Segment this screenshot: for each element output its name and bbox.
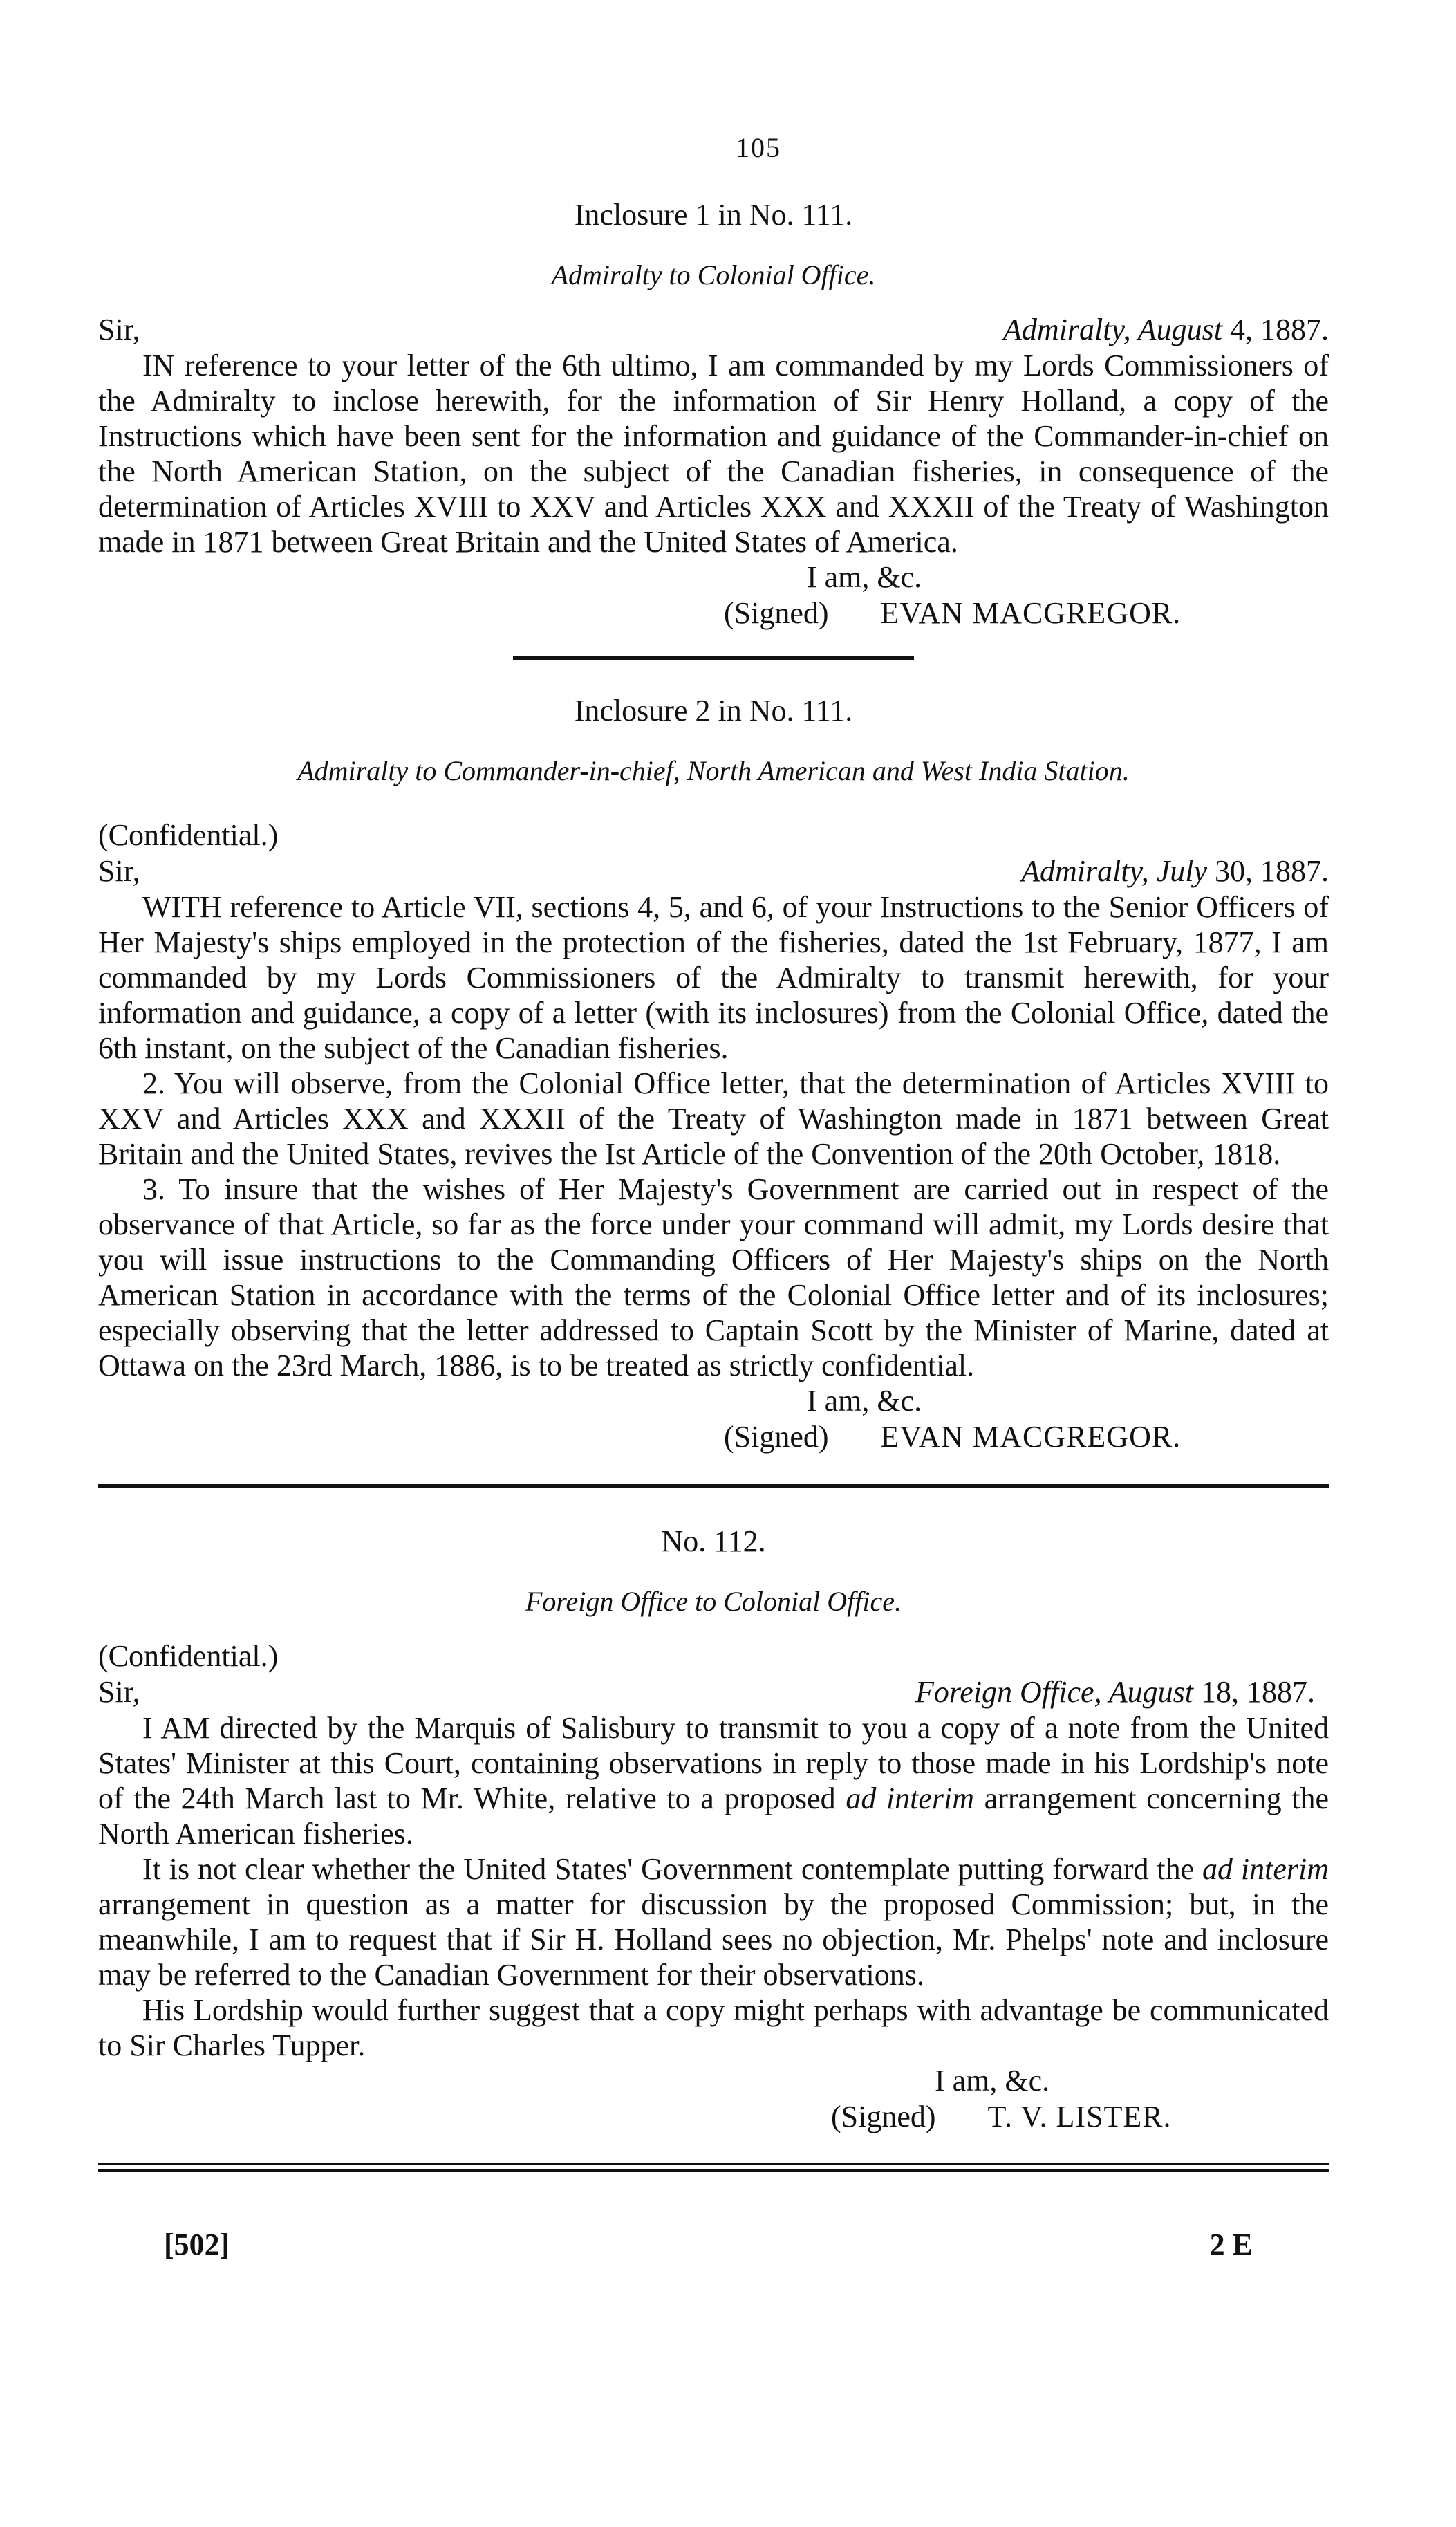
signature-line [98,1419,1329,1455]
confidential-label: (Confidential.) [98,818,279,852]
salutation: Sir, [98,854,140,888]
inclosure-1-subheading: Admiralty to Colonial Office. [551,259,876,290]
inclosure-1 [98,197,1329,631]
salutation: Sir, [98,1675,140,1709]
inclosure-2-heading: Inclosure 2 in No. 111. [574,694,853,728]
closing: I am, &c. [935,2064,1050,2098]
letter-date-place: Foreign Office, August [915,1675,1193,1709]
paragraph-2-text-b: arrangement in question as a matter for discussion by the proposed Commission; but, in the meanwhile, I am to request that if Sir H. Holland sees no objection, Mr. Phelps' note and inclosure may be referred to the Canadian Government for their observations. [98,1887,1329,1992]
latin-phrase: ad interim [1202,1852,1329,1886]
paragraph-2-text-a: It is not clear whether the United States' Government contemplate putting forward the [142,1852,1195,1886]
document-page [98,131,1329,2262]
inclosure-1-dateline [98,312,1329,348]
no-112-dateline [98,1674,1329,1710]
signature-line [98,595,1329,631]
letter-date-rest: 30, 1887. [1215,854,1329,888]
signed-label: (Signed) [831,2100,936,2133]
salutation: Sir, [98,313,140,346]
paragraph-1-text-b: arrangement concerning the North American fisheries. [98,1781,1329,1851]
sheet-mark: 2 E [1209,2228,1253,2261]
letter-date-place: Admiralty, August [1003,313,1222,346]
closing: I am, &c. [807,1384,922,1418]
page-end-rule [98,2163,1329,2172]
paragraph-1-text-a: I AM directed by the Marquis of Salisbury to transmit to you a copy of a note from the United States' Minister at this Court, containing observations in reply to those made in his Lordship's note of the 24th March last to Mr. White, relative to a proposed [98,1711,1329,1815]
page-footer [98,2227,1329,2262]
no-112 [98,1524,1329,2135]
letter-date [1021,853,1329,889]
closing: I am, &c. [807,560,922,594]
signed-label: (Signed) [724,1420,829,1454]
signer-name: T. V. LISTER. [987,2100,1172,2133]
signer-name: EVAN MACGREGOR. [880,1420,1182,1454]
signature-line [98,2099,1329,2135]
letter-date-rest: 18, 1887. [1201,1675,1315,1709]
section-divider [98,1484,1329,1488]
section-divider [513,656,914,660]
inclosure-1-heading: Inclosure 1 in No. 111. [574,198,853,232]
paragraph-3: His Lordship would further suggest that a copy might perhaps with advantage be communicated to Sir Charles Tupper. [98,1993,1329,2062]
paragraph-2 [98,1851,1329,1992]
signer-name: EVAN MACGREGOR. [880,596,1182,630]
no-112-subheading: Foreign Office to Colonial Office. [525,1586,902,1617]
paragraph-1 [98,1710,1329,1851]
page-number: 105 [736,132,781,163]
paragraph-1: WITH reference to Article VII, sections 4, 5, and 6, of your Instructions to the Senior Officers of Her Majesty's ships employed in the protection of the fisheries, dated the 1st February, 1877, I am commanded by my Lords Commissioners of the Admiralty to transmit herewith, for your information and guidance, a copy of a letter (with its inclosures) from the Colonial Office, dated the 6th instant, on the subject of the Canadian fisheries. [98,890,1329,1065]
confidential-label: (Confidential.) [98,1639,279,1673]
letter-date [915,1674,1315,1710]
inclosure-2-dateline [98,853,1329,889]
letter-date-rest: 4, 1887. [1230,313,1329,346]
inclosure-2 [98,693,1329,1455]
signed-label: (Signed) [724,596,829,630]
paragraph-3: 3. To insure that the wishes of Her Majesty's Government are carried out in respect of the observance of that Article, so far as the force under your command will admit, my Lords desire that you will issue instructions to the Commanding Officers of Her Majesty's ships on the North American Station in accordance with the terms of the Colonial Office letter and of its inclosures; especially observing that the letter addressed to Captain Scott by the Minister of Marine, dated at Ottawa on the 23rd March, 1886, is to be treated as strictly confidential. [98,1172,1329,1382]
signature-mark: [502] [164,2228,230,2261]
paragraph-2: 2. You will observe, from the Colonial Office letter, that the determination of Articles XVIII to XXV and Articles XXX and XXXII of the Treaty of Washington made in 1871 between Great Britain and the United States, revives the Ist Article of the Convention of the 20th October, 1818. [98,1066,1329,1171]
letter-date [1003,312,1329,348]
letter-body: IN reference to your letter of the 6th ultimo, I am commanded by my Lords Commissioners of the Admiralty to inclose herewith, for the information of Sir Henry Holland, a copy of the Instructions which have been sent for the information and guidance of the Commander-in-chief on the North American Station, on the subject of the Canadian fisheries, in consequence of the determination of Articles XVIII to XXV and Articles XXX and XXXII of the Treaty of Washington made in 1871 between Great Britain and the United States of America. [98,349,1329,559]
letter-date-place: Admiralty, July [1021,854,1207,888]
inclosure-2-subheading: Admiralty to Commander-in-chief, North American and West India Station. [297,755,1130,786]
latin-phrase: ad interim [846,1781,975,1815]
no-112-heading: No. 112. [661,1524,766,1558]
